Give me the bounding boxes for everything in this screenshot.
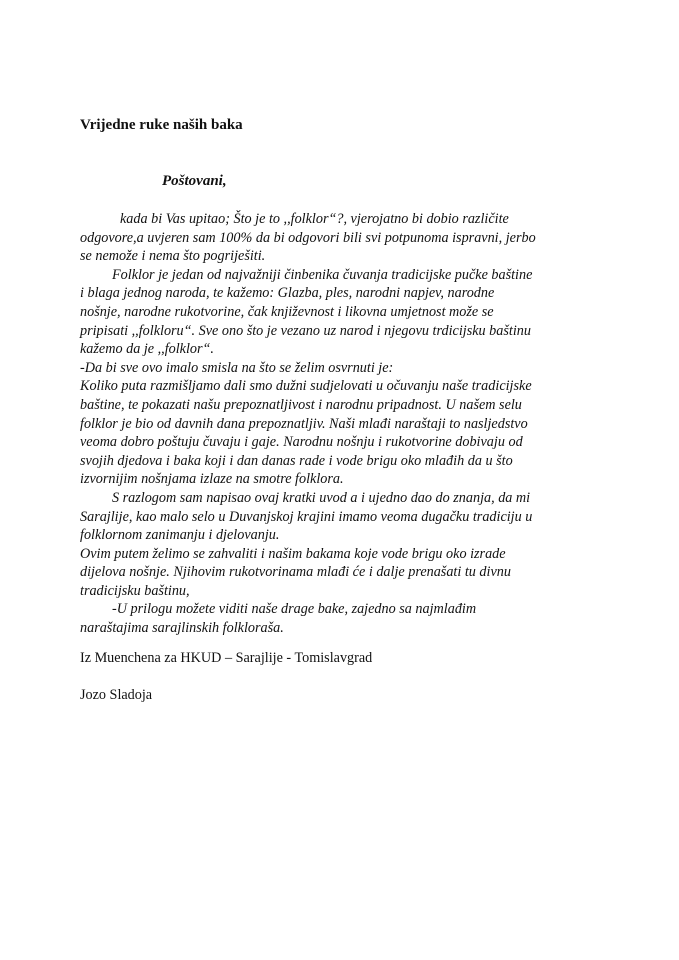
body-line: baštine, te pokazati našu prepoznatljivost i narodnu pripadnost. U našem selu [80, 396, 522, 413]
body-line: se nemože i nema što pogriješiti. [80, 248, 266, 265]
body-line: naraštajima sarajlinskih folkloraša. [80, 620, 284, 637]
letter-body [80, 210, 600, 638]
salutation: Poštovani, [162, 173, 227, 189]
body-line: dijelova nošnje. Njihovim rukotvorinama mlađi će i dalje prenašati tu divnu [80, 564, 511, 581]
body-line: -U prilogu možete viditi naše drage bake, zajedno sa najmlađim [112, 601, 477, 618]
author-name: Jozo Sladoja [80, 687, 153, 703]
body-line: -Da bi sve ovo imalo smisla na što se želim osvrnuti je: [80, 359, 394, 376]
body-line: tradicijsku baštinu, [80, 582, 190, 599]
body-line: veoma dobro poštuju čuvaju i gaje. Narodnu nošnju i rukotvorine dobivaju od [80, 434, 523, 451]
body-line: folklornom zanimanju i djelovanju. [80, 527, 280, 544]
body-line: folklor je bio od davnih dana prepoznatljiv. Naši mlađi naraštaji to nasljedstvo [80, 415, 528, 432]
body-line: odgovore,a uvjeren sam 100% da bi odgovori bili svi potpunoma ispravni, jerbo [80, 229, 536, 246]
body-line: svojih djedova i baka koji i dan danas rade i vode brigu oko mlađih da u što [80, 452, 513, 469]
body-line: kada bi Vas upitao; Što je to ,,folklor“?, vjerojatno bi dobio različite [120, 211, 509, 227]
body-line: Folklor je jedan od najvažniji činbenika čuvanja tradicijske pučke baštine [112, 266, 533, 283]
body-line: Koliko puta razmišljamo dali smo dužni sudjelovati u očuvanju naše tradicijske [80, 378, 532, 395]
body-line: Ovim putem želimo se zahvaliti i našim bakama koje vode brigu oko izrade [80, 545, 506, 562]
body-line: Sarajlije, kao malo selo u Duvanjskoj krajini imamo veoma dugačku tradiciju u [80, 508, 533, 525]
body-line: pripisati ,,folkloru“. Sve ono što je vezano uz narod i njegovu trdicijsku baštinu [80, 322, 531, 339]
body-line: izvornijim nošnjama izlaze na smotre folklora. [80, 471, 344, 488]
body-line: i blaga jednog naroda, te kažemo: Glazba, ples, narodni napjev, narodne [80, 285, 495, 302]
body-line: S razlogom sam napisao ovaj kratki uvod a i ujedno dao do znanja, da mi [112, 489, 531, 506]
sender-origin: Iz Muenchena za HKUD – Sarajlije - Tomislavgrad [80, 650, 373, 666]
body-line: nošnje, narodne rukotvorine, čak književnost i likovna umjetnost može se [80, 303, 494, 320]
body-line: kažemo da je ,,folklor“. [80, 341, 214, 358]
document-title: Vrijedne ruke naših baka [80, 117, 243, 133]
